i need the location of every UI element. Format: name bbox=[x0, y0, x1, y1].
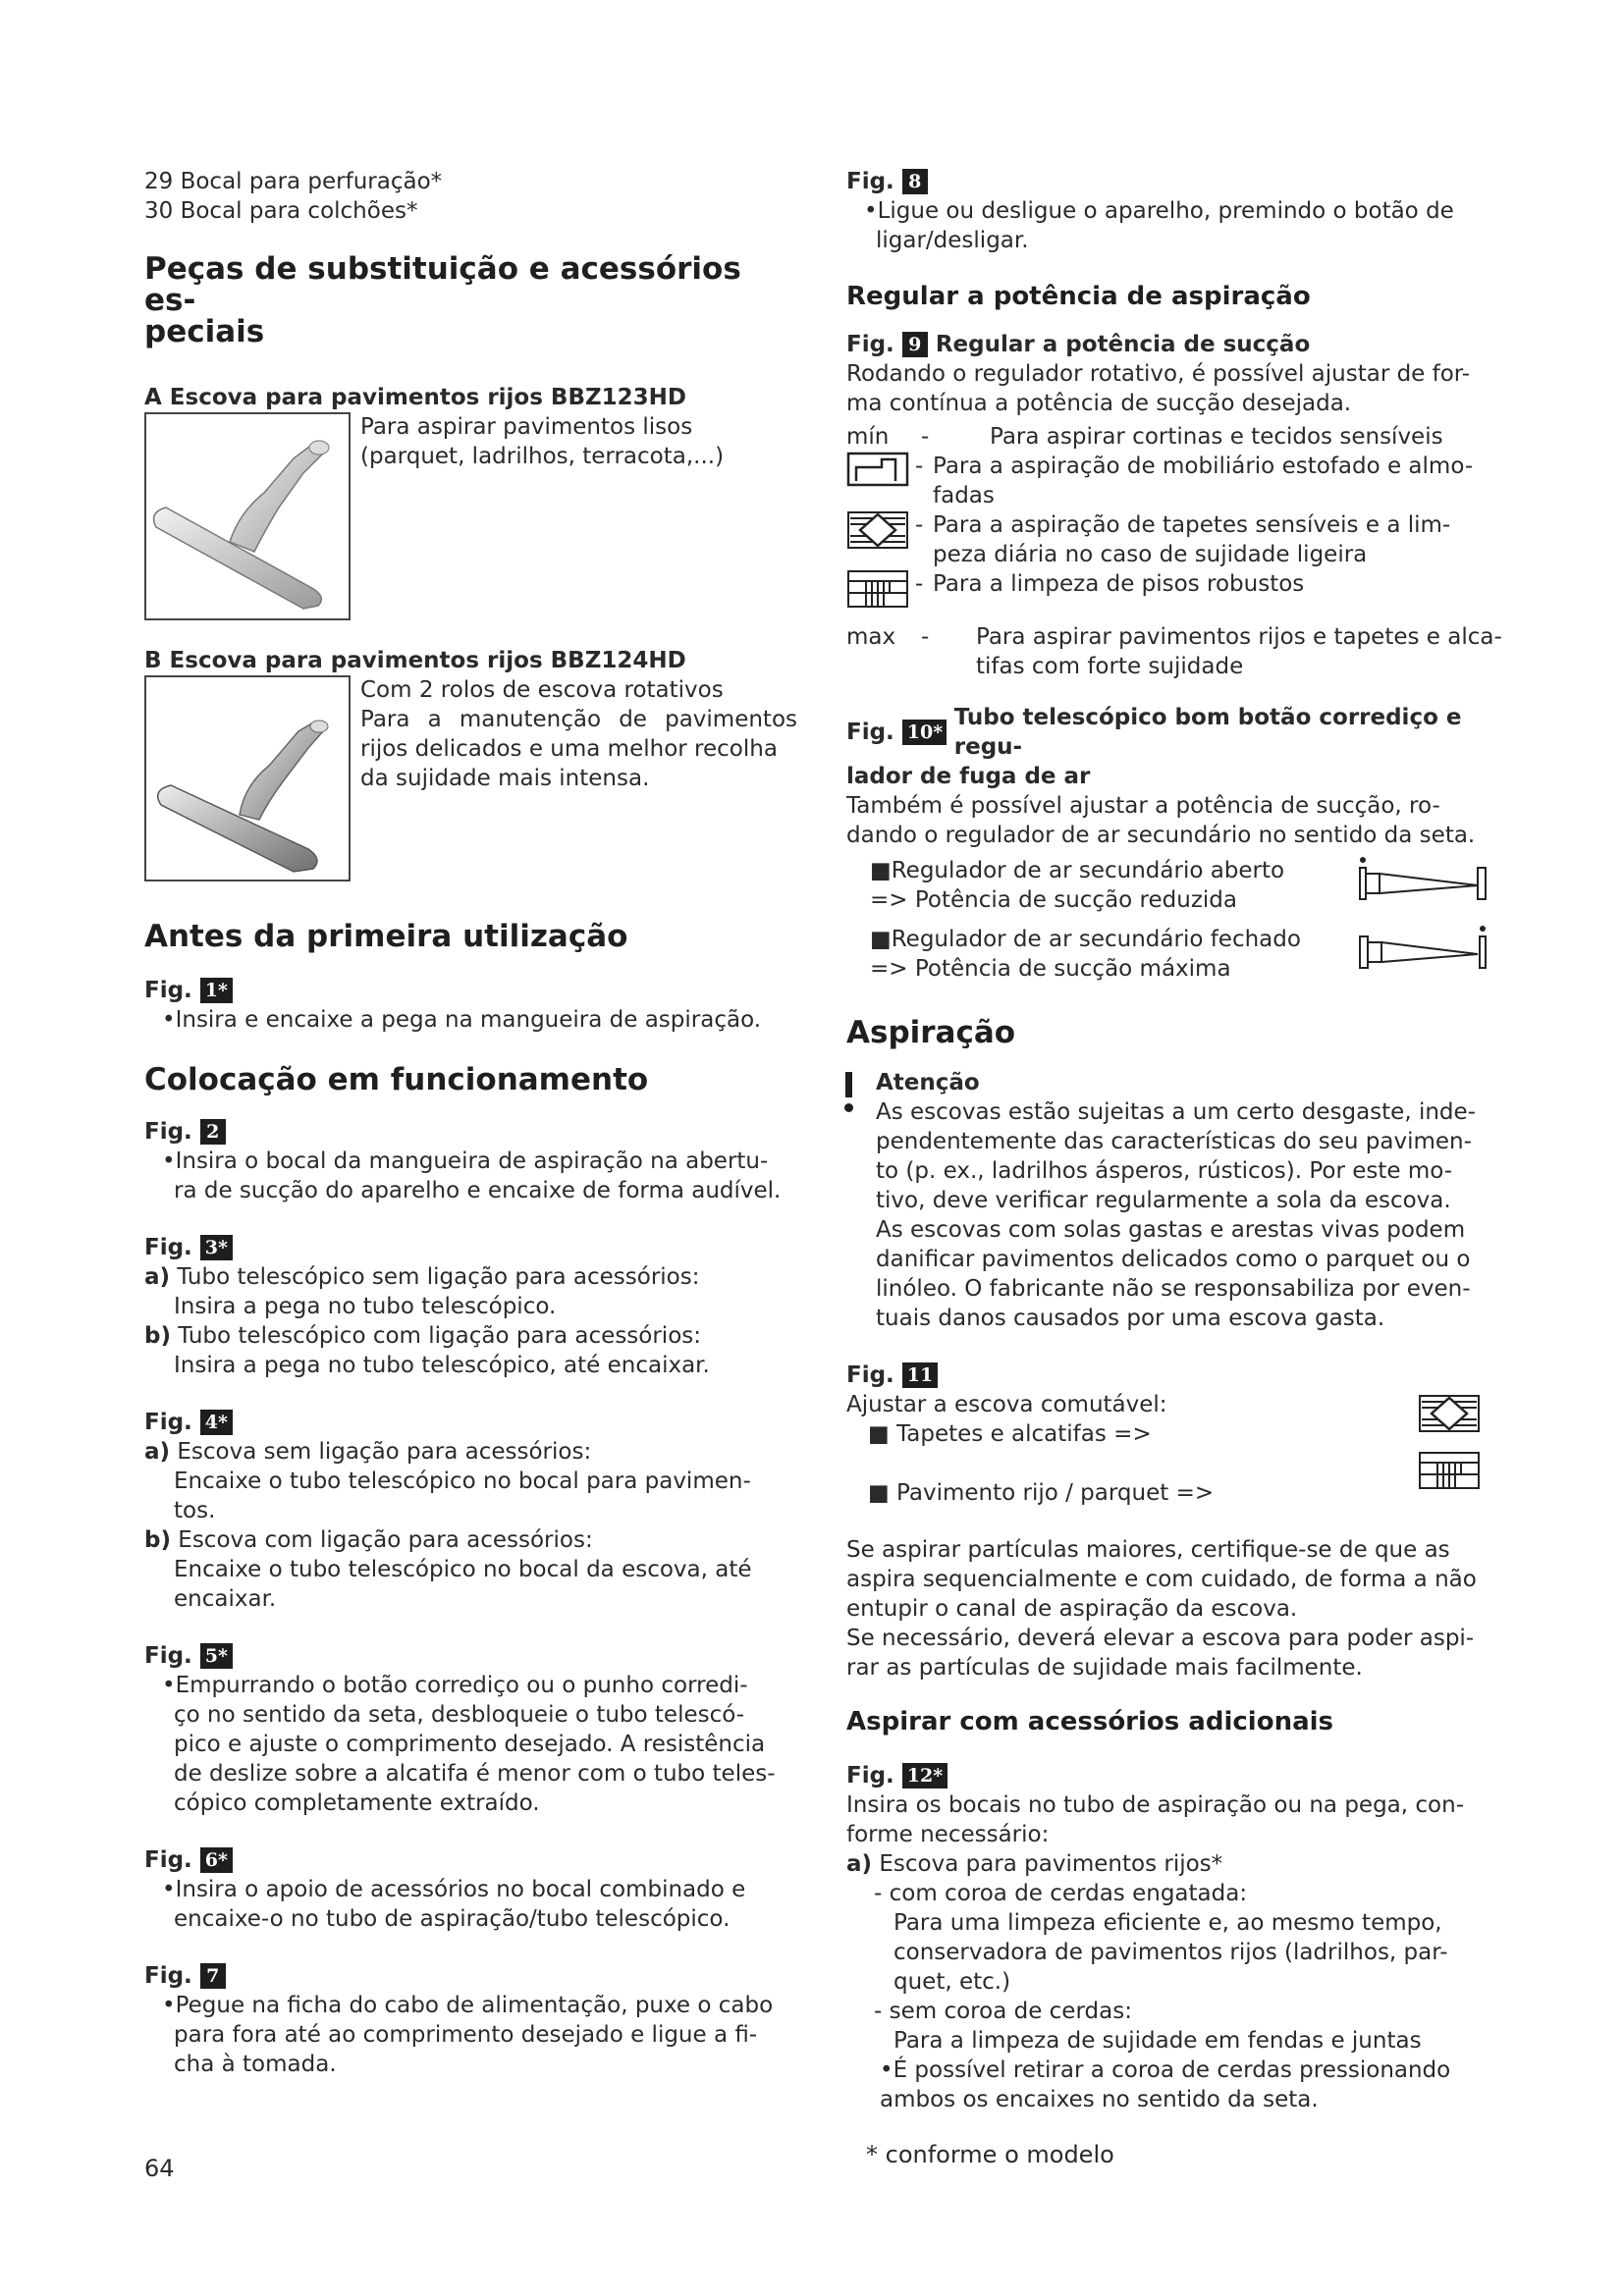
replacement-parts-heading: Peças de substituição e acessórios es- peciais bbox=[144, 251, 741, 349]
fig-10-text: dando o regulador de ar secundário no sentido da seta. bbox=[846, 823, 1476, 848]
fig-11-hardfloor: ■ Pavimento rijo / parquet => bbox=[868, 1480, 1215, 1506]
fig-5-label: Fig. 5* bbox=[144, 1641, 797, 1671]
before-first-use-heading: Antes da primeira utilização bbox=[144, 919, 628, 954]
without-bristles: - sem coroa de cerdas: bbox=[874, 1999, 1132, 2024]
carpet-icon bbox=[1418, 1394, 1481, 1433]
attention-title: Atenção bbox=[876, 1070, 980, 1095]
fig-6-text: encaixe-o no tubo de aspiração/tubo telescópico. bbox=[174, 1906, 731, 1932]
fig-7-text: cha à tomada. bbox=[174, 2052, 337, 2077]
particles-line: rar as partículas de sujidade mais facilmente. bbox=[846, 1655, 1363, 1681]
brush-bbz123hd-image bbox=[144, 412, 351, 620]
fig-1-label: Fig. 1* bbox=[144, 976, 797, 1005]
list-item: 30 Bocal para colchões* bbox=[144, 198, 418, 224]
accessory-b-line: Para a manutenção de pavimentos bbox=[360, 707, 797, 732]
regulator-open-result: => Potência de sucção reduzida bbox=[870, 887, 1237, 913]
fig-3-label: Fig. 3* bbox=[144, 1233, 797, 1262]
hard-floor-icon bbox=[846, 569, 909, 609]
particles-line: entupir o canal de aspiração da escova. bbox=[846, 1596, 1298, 1622]
without-bristles-text: Para a limpeza de sujidade em fendas e juntas bbox=[893, 2028, 1422, 2054]
attention-text: tuais danos causados por uma escova gasta. bbox=[876, 1306, 1385, 1331]
accessory-a-line: (parquet, ladrilhos, terracota,...) bbox=[360, 444, 725, 469]
power-heading: Regular a potência de aspiração bbox=[846, 282, 1311, 311]
right-column: Fig. 8 • Ligue ou desligue o aparelho, premindo o botão de ligar/desligar. Regular a potência de aspiração Fig. 9 Regular a potência de sucção Rodando o regulador rotativo, é possível ajustar de for- ma contínua a potência de sucção desejada. mín - Para aspirar cortinas e tecidos sensíveis - Para a aspiração de mobiliário estofado e almo- fadas - Para a aspiração de tapetes sensíveis e a lim- peza diária no caso de sujidade ligeira - Para a limpeza de pisos robustos max - Para aspirar pavimentos rijos e tapetes e alca- tifas com forte sujidade Fig. 10* Tubo telescópico bom botão corrediço e regu- lador de fuga de ar Também é possível ajustar a potência de sucção, ro- dando o regulador de ar secundário no sentido da seta. ■Regulador de ar secundário aberto => Potência de sucção reduzida ■Regulador de ar secundário fechado => Potência de sucção máxima Aspiração Atenção As escovas estão sujeitas a um certo desgaste, inde- pendentemente das características do seu pavimen- to (p. ex., ladrilhos ásperos, rústicos). Por este mo- tivo, deve verificar regularmente a sola da escova. As escovas com solas gastas e arestas vivas podem danificar pavimentos delicados como o parquet ou o linóleo. O fabricante não se responsabiliza por even- tuais danos causados por uma escova gasta. Fig. 11 Ajustar a escova comutável: ■ Tapetes e alcatifas => ■ Pavimento rijo / parquet => Se aspirar partículas maiores, certifique-se de que as aspira sequencialmente e com cuidado, de forma a não entupir o canal de aspiração da escova. Se necessário, deverá elevar a escova para poder aspi- rar as partículas de sujidade mais facilmente. Aspirar com acessórios adicionais Fig. 12* Insira os bocais no tubo de aspiração ou na pega, con- forme necessário: a) Escova para pavimentos rijos* - com coroa de cerdas engatada: Para uma limpeza eficiente e, ao mesmo tempo, conservadora de pavimentos rijos (ladrilhos, par- quet, etc.) - sem coroa de cerdas: Para a limpeza de sujidade em fendas e juntas •É possível retirar a coroa de cerdas pressionando ambos os encaixes no sentido da seta. bbox=[846, 167, 1514, 2114]
fig-12-text: forme necessário: bbox=[846, 1822, 1050, 1847]
aspiration-heading: Aspiração bbox=[846, 1015, 1016, 1050]
accessory-a-line: Para aspirar pavimentos lisos bbox=[360, 414, 693, 440]
fig-5-text: pico e ajuste o comprimento desejado. A resistência bbox=[174, 1732, 766, 1757]
warning-icon bbox=[842, 1072, 856, 1112]
fig-4-b-text: encaixar. bbox=[174, 1586, 277, 1612]
fig-10-text: Também é possível ajustar a potência de sucção, ro- bbox=[846, 793, 1440, 819]
fig-4-b-text: Encaixe o tubo telescópico no bocal da escova, até bbox=[174, 1557, 752, 1582]
remove-bristles-text: ambos os encaixes no sentido da seta. bbox=[880, 2087, 1319, 2112]
fig-12-text: Insira os bocais no tubo de aspiração ou na pega, con- bbox=[846, 1792, 1464, 1818]
fig-9-text: Rodando o regulador rotativo, é possível ajustar de for- bbox=[846, 361, 1471, 387]
fig-2-label: Fig. 2 bbox=[144, 1117, 797, 1147]
fig-9-text: ma contínua a potência de sucção desejada. bbox=[846, 391, 1352, 416]
fig-5-text: ço no sentido da seta, desbloqueie o tubo telescó- bbox=[174, 1702, 745, 1728]
fig-6-label: Fig. 6* bbox=[144, 1845, 797, 1875]
with-bristles: - com coroa de cerdas engatada: bbox=[874, 1881, 1248, 1906]
fig-8-text: ligar/desligar. bbox=[876, 228, 1029, 253]
regulator-open: ■Regulador de ar secundário aberto bbox=[870, 858, 1285, 883]
fig-1-text: • Insira e encaixe a pega na mangueira de aspiração. bbox=[144, 1005, 797, 1035]
power-row-upholstery: - Para a aspiração de mobiliário estofado e almo- fadas bbox=[846, 452, 1514, 510]
regulator-closed: ■Regulador de ar secundário fechado bbox=[870, 927, 1301, 952]
accessories-heading: Aspirar com acessórios adicionais bbox=[846, 1707, 1334, 1736]
page-number: 64 bbox=[144, 2155, 175, 2182]
attention-text: As escovas estão sujeitas a um certo desgaste, inde- bbox=[876, 1099, 1476, 1125]
attention-text: danificar pavimentos delicados como o parquet ou o bbox=[876, 1247, 1471, 1272]
with-bristles-text: conservadora de pavimentos rijos (ladrilhos, par- bbox=[893, 1940, 1448, 1965]
left-column: 29 Bocal para perfuração* 30 Bocal para colchões* Peças de substituição e acessórios es- peciais A Escova para pavimentos rijos BBZ123HD Para aspirar pavimentos lisos (parquet, ladrilhos, terracota,...) B Escova para pavimentos rijos BBZ124HD Com 2 rolos de escova rotativos Para a manutenção de pavimentos rijos delicados e uma melhor recolha da sujidade mais intensa. Antes da primeira utilização Fig. 1* • Insira e encaixe a pega na mangueira de aspiração. Colocação em funcionamento Fig. 2 • Insira o bocal da mangueira de aspiração na abertu- ra de sucção do aparelho e encaixe de forma audível. Fig. 3* a) Tubo telescópico sem ligação para acessórios: Insira a pega no tubo telescópico. b) Tubo telescópico com ligação para acessórios: Insira a pega no tubo telescópico, até encaixar. Fig. 4* a) Escova sem ligação para acessórios: Encaixe o tubo telescópico no bocal para pavimen- tos. b) Escova com ligação para acessórios: Encaixe o tubo telescópico no bocal da escova, até encaixar. Fig. 5* • Empurrando o botão corrediço ou o punho corredi- ço no sentido da seta, desbloqueie o tubo telescó- pico e ajuste o comprimento desejado. A resistência de deslize sobre a alcatifa é menor com o tubo teles- cópico completamente extraído. Fig. 6* • Insira o apoio de acessórios no bocal combinado e encaixe-o no tubo de aspiração/tubo telescópico. Fig. 7 • Pegue na ficha do cabo de alimentação, puxe o cabo para fora até ao comprimento desejado e ligue a fi- cha à tomada. bbox=[144, 167, 797, 2079]
particles-line: aspira sequencialmente e com cuidado, de forma a não bbox=[846, 1567, 1477, 1592]
power-row-max: max - Para aspirar pavimentos rijos e tapetes e alca- tifas com forte sujidade bbox=[846, 624, 1502, 679]
fig-11-label: Fig. 11 bbox=[846, 1361, 1514, 1390]
fig-4-a-text: tos. bbox=[174, 1498, 216, 1523]
fig-2-text: • Insira o bocal da mangueira de aspiração na abertu- bbox=[144, 1147, 797, 1176]
power-row-carpet: - Para a aspiração de tapetes sensíveis e a lim- peza diária no caso de sujidade ligeira bbox=[846, 510, 1514, 569]
fig-3-b-title: Tubo telescópico com ligação para acessórios: bbox=[178, 1323, 702, 1349]
particles-paragraph bbox=[846, 1535, 1514, 1682]
fig-12-a-title: Escova para pavimentos rijos* bbox=[879, 1851, 1223, 1877]
accessory-b-line: rijos delicados e uma melhor recolha bbox=[360, 736, 778, 762]
fig-11-carpet: ■ Tapetes e alcatifas => bbox=[868, 1421, 1152, 1447]
power-row-hardfloor: - Para a limpeza de pisos robustos bbox=[846, 569, 1514, 609]
list-item: 29 Bocal para perfuração* bbox=[144, 169, 443, 194]
with-bristles-text: quet, etc.) bbox=[893, 1969, 1011, 1995]
regulator-closed-result: => Potência de sucção máxima bbox=[870, 956, 1231, 982]
fig-4-a-text: Encaixe o tubo telescópico no bocal para pavimen- bbox=[174, 1468, 751, 1494]
fig-9-label: Fig. 9 Regular a potência de sucção bbox=[846, 332, 1311, 357]
fig-3-a-title: Tubo telescópico sem ligação para acessórios: bbox=[177, 1264, 700, 1290]
accessory-b-title: B Escova para pavimentos rijos BBZ124HD bbox=[144, 648, 686, 673]
footnote: * conforme o modelo bbox=[866, 2141, 1114, 2168]
attention-text: tivo, deve verificar regularmente a sola da escova. bbox=[876, 1188, 1451, 1213]
carpet-icon bbox=[846, 510, 909, 550]
switchable-brush-block bbox=[846, 1390, 1514, 1506]
fig-8-label: Fig. 8 bbox=[846, 167, 1514, 196]
attention-block bbox=[846, 1068, 1514, 1333]
fig-10-label: Fig. 10* Tubo telescópico bom botão corrediço e regu- bbox=[846, 703, 1514, 762]
with-bristles-text: Para uma limpeza eficiente e, ao mesmo tempo, bbox=[893, 1910, 1442, 1936]
accessory-b-block bbox=[144, 675, 797, 887]
fig-5-text: • Empurrando o botão corrediço ou o punho corredi- bbox=[144, 1671, 797, 1700]
fig-10-title: lador de fuga de ar bbox=[846, 764, 1091, 789]
operation-heading: Colocação em funcionamento bbox=[144, 1062, 649, 1097]
fig-11-intro: Ajustar a escova comutável: bbox=[846, 1392, 1167, 1417]
attention-text: to (p. ex., ladrilhos ásperos, rústicos). Por este mo- bbox=[876, 1158, 1453, 1184]
particles-line: Se necessário, deverá elevar a escova para poder aspi- bbox=[846, 1626, 1475, 1651]
regulator-closed-icon bbox=[1355, 925, 1492, 974]
fig-6-text: • Insira o apoio de acessórios no bocal combinado e bbox=[144, 1875, 797, 1904]
fig-3-a-text: Insira a pega no tubo telescópico. bbox=[174, 1294, 557, 1319]
accessory-a-block bbox=[144, 412, 797, 638]
fig-9-title: Regular a potência de sucção bbox=[935, 332, 1311, 357]
fig-5-text: cópico completamente extraído. bbox=[174, 1790, 540, 1816]
air-regulator-block bbox=[846, 856, 1514, 991]
fig-4-b-title: Escova com ligação para acessórios: bbox=[178, 1527, 593, 1553]
remove-bristles-text: •É possível retirar a coroa de cerdas pressionando bbox=[880, 2057, 1451, 2083]
fig-7-text: para fora até ao comprimento desejado e ligue a fi- bbox=[174, 2022, 758, 2048]
attention-text: pendentemente das características do seu pavimen- bbox=[876, 1129, 1472, 1154]
fig-2-text: ra de sucção do aparelho e encaixe de forma audível. bbox=[174, 1178, 782, 1203]
fig-7-label: Fig. 7 bbox=[144, 1961, 797, 1991]
fig-3-b-text: Insira a pega no tubo telescópico, até encaixar. bbox=[174, 1353, 710, 1378]
particles-line: Se aspirar partículas maiores, certifique-se de que as bbox=[846, 1537, 1450, 1563]
regulator-open-icon bbox=[1355, 856, 1492, 905]
upholstery-icon bbox=[846, 452, 909, 487]
attention-text: As escovas com solas gastas e arestas vivas podem bbox=[876, 1217, 1466, 1243]
power-row-min: mín - Para aspirar cortinas e tecidos sensíveis bbox=[846, 424, 1443, 450]
accessory-b-line: Com 2 rolos de escova rotativos bbox=[360, 677, 724, 703]
fig-4-a-title: Escova sem ligação para acessórios: bbox=[177, 1439, 592, 1465]
fig-7-text: • Pegue na ficha do cabo de alimentação, puxe o cabo bbox=[144, 1991, 797, 2020]
attention-text: linóleo. O fabricante não se responsabiliza por even- bbox=[876, 1276, 1471, 1302]
fig-5-text: de deslize sobre a alcatifa é menor com o tubo teles- bbox=[174, 1761, 776, 1787]
fig-8-text: • Ligue ou desligue o aparelho, premindo o botão de bbox=[846, 196, 1514, 226]
fig-4-label: Fig. 4* bbox=[144, 1408, 797, 1437]
brush-bbz124hd-image bbox=[144, 675, 351, 881]
hard-floor-icon bbox=[1418, 1451, 1481, 1490]
accessory-a-title: A Escova para pavimentos rijos BBZ123HD bbox=[144, 385, 687, 410]
fig-12-label: Fig. 12* bbox=[846, 1761, 1514, 1790]
fig-10-title: Tubo telescópico bom botão corrediço e regu- bbox=[953, 705, 1462, 760]
accessory-b-line: da sujidade mais intensa. bbox=[360, 766, 650, 791]
